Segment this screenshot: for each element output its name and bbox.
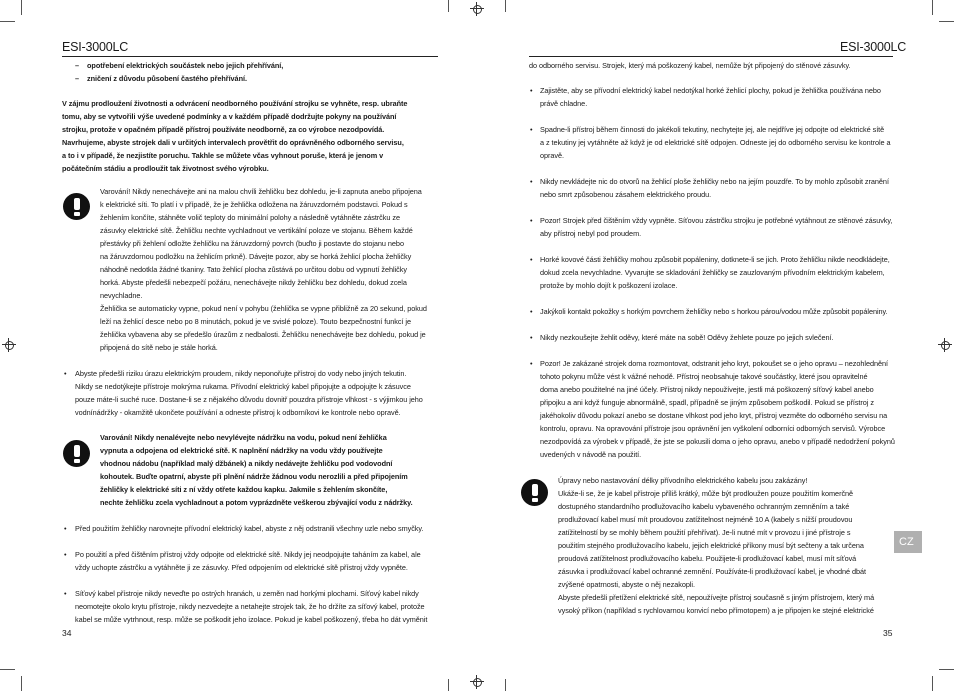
text-line: nezodpovídá za výrobek v případě, že jste se pokusili doma o jeho opravu, anebo v případě nedodržení pokynů xyxy=(540,437,895,446)
model-header: ESI-3000LC xyxy=(840,40,907,54)
crop-mark xyxy=(505,679,506,691)
crop-mark xyxy=(939,21,954,22)
warning-exclamation-icon xyxy=(63,193,90,220)
text-line: zvýšené opatrnosti, abyste o něj nezakopli. xyxy=(558,580,695,589)
crop-mark xyxy=(21,676,22,691)
text-line: opravě. xyxy=(540,151,564,160)
crop-mark xyxy=(21,0,22,15)
bullet: • xyxy=(64,524,67,533)
text-line: Před použitím žehličky narovnejte přívodní elektrický kabel, abyste z něj odstranili všechny uzle nebo smyčky. xyxy=(75,524,424,533)
text-line: Pozor! Strojek před čištěním vždy vypněte. Síťovou zástrčku strojku je potřebné vytáhnout ze stěnové zásuvky, xyxy=(540,216,893,225)
text-line: dostupného standardního prodlužovacího kabelu vybaveného ochranným zemněním a také xyxy=(558,502,850,511)
text-line: Abyste předešli riziku úrazu elektrickým proudem, nikdy neponořujte přístroj do vody nebo jiných tekutin. xyxy=(75,369,407,378)
text-line: proudová zatížitelnost prodlužovacího kabelu. Použijete-li prodlužovací kabel, musí mít síťová xyxy=(558,554,857,563)
text-line: nechte žehličku zcela vychladnout a potom vyprázdněte veškerou zbývající vodu z nádržky. xyxy=(100,498,413,507)
text-line: žehlička vybavena aby se předešlo úrazům z nedbalosti. Žehličku nenechávejte bez dohledu, pokud je xyxy=(100,330,426,339)
registration-mark-icon xyxy=(938,338,952,352)
text-line: Pozor! Je zakázané strojek doma rozmontovat, odstranit jeho kryt, pokoušet se o jeho opravu – nezohlednění xyxy=(540,359,888,368)
registration-mark-icon xyxy=(470,675,484,689)
text-line: doma anebo použitelné na jiné účely. Přístroj nikdy nepoužívejte, jestli má poškozený síťový kabel anebo xyxy=(540,385,874,394)
text-line: protože by mohlo dojít k poškození izolace. xyxy=(540,281,678,290)
text-line: na žáruvzdornou podložku na žehlicím prkně). Dávejte pozor, aby se horká žehlicí plocha žehličky xyxy=(100,252,412,261)
text-line: Horké kovové části žehličky mohou způsobit popáleniny, dotknete-li se jich. Proto žehličku nikde neodkládejte, xyxy=(540,255,890,264)
bullet: • xyxy=(530,359,533,368)
text-line: Varování! Nikdy nenechávejte ani na malou chvíli žehličku bez dohledu, je-li zapnuta anebo připojena xyxy=(100,187,422,196)
bullet: • xyxy=(530,125,533,134)
bullet: • xyxy=(64,550,67,559)
text-line: Nikdy nevkládejte nic do otvorů na žehlicí ploše žehličky nebo na jejím pouzdře. To by mohlo způsobit zranění xyxy=(540,177,889,186)
text-line: Žehlička se automaticky vypne, pokud není v pohybu (žehlička se vypne přibližně za 20 sekund, pokud xyxy=(100,304,427,313)
right-page xyxy=(477,0,954,691)
text-line: Navrhujeme, abyste strojek dali v určitých intervalech provětřit do oprávněného odborného servisu, xyxy=(62,138,404,147)
text-line: Ukáže-li se, že je kabel přístroje příliš krátký, může být prodloužen pouze použitím komerčně xyxy=(558,489,854,498)
text-line: a to i v případě, že nezjistíte poruchu. Takhle se můžete včas vyhnout poruše, která je jenom v xyxy=(62,151,384,160)
text-line: zásuvky elektrické sítě. Žehličku nechte vychladnout ve vertikální poloze ve stojanu. Během každé xyxy=(100,226,413,235)
text-line: Nikdy nezkoušejte žehlit oděvy, které máte na sobě! Oděvy žehlete pouze po jejich svlečení. xyxy=(540,333,834,342)
crop-mark xyxy=(932,676,933,691)
text-line: vodnínádržky - okamžitě ukončete používání a odneste přístroj k odborníkovi ke kontrole nebo opravě. xyxy=(75,408,401,417)
crop-mark xyxy=(939,669,954,670)
model-header: ESI-3000LC xyxy=(62,40,129,54)
text-line: Abyste předešli přetížení elektrické sítě, nepoužívejte přístroj současně s jiným přístrojem, který má xyxy=(558,593,875,602)
text-line: Zajistěte, aby se přívodní elektrický kabel nedotýkal horké žehlicí plochy, pokud je žehlička používána nebo xyxy=(540,86,881,95)
bullet: • xyxy=(64,589,67,598)
header-rule xyxy=(529,56,893,57)
warning-exclamation-icon xyxy=(63,440,90,467)
text-line: připojku a ani když funguje abnormálně, spadl, případně se jiným způsobem poškodil. Pokud se přístroj z xyxy=(540,398,874,407)
text-line: žehlením končíte, stáhněte volič teploty do minimální polohy a následně vytáhněte zástrčku ze xyxy=(100,213,400,222)
text-line: vypnuta a odpojena od elektrické sítě. K naplnění nádržky na vodu vždy používejte xyxy=(100,446,383,455)
text-line: pouze máte-li suché ruce. Dostane-li se z nějakého důvodu dovnitř pouzdra přístroje vlhkost - s výjimkou jeho xyxy=(75,395,423,404)
crop-mark xyxy=(448,679,449,691)
bullet: • xyxy=(530,86,533,95)
dash-bullet: – xyxy=(75,74,80,83)
bullet: • xyxy=(530,307,533,316)
text-line: horká. Abyste předešli nebezpečí požáru, nenechávejte nikdy žehličku bez dohledu, dokud zcela xyxy=(100,278,407,287)
text-line: kontrolu, opravu. Na opravování přístroje jsou oprávnění jen vyškolení odborníci odborných servisů. Výrobce xyxy=(540,424,886,433)
text-line: použitím stejného prodlužovacího kabelu, jejich elektrické příkony musí být sečteny a tak určena xyxy=(558,541,864,550)
dash-item: zničení z důvodu působení častého přehřívání. xyxy=(87,74,247,83)
text-line: uvedených v návodě na použití. xyxy=(540,450,642,459)
text-line: připojená do sítě nebo je stále horká. xyxy=(100,343,218,352)
text-line: náhodně nedotkla žádné tkaniny. Tato žehlicí plocha zůstává po určitou dobu od vypnutí žehličky xyxy=(100,265,407,274)
text-line: vhodnou nádobu (například malý džbánek) a nikdy nedávejte žehličku pod vodovodní xyxy=(100,459,393,468)
text-line: právě chladne. xyxy=(540,99,588,108)
text-line: Jakýkoli kontakt pokožky s horkým povrchem žehličky nebo s horkou párou/vodou může způsobit popáleniny. xyxy=(540,307,888,316)
text-line: nebo smrt způsobenou zásahem elektrického proudu. xyxy=(540,190,712,199)
text-line: kohoutek. Buďte opatrní, abyste při plnění nádrže žádnou vodu nerozlili a před připojením xyxy=(100,472,408,481)
text-line: strojku, protože v opačném případě přístroj používáte neodborně, za co výrobce nezodpovídá. xyxy=(62,125,385,134)
text-line: tomu, aby se vytvořili výše uvedené podmínky a v každém případě dodržujte pokyny na používání xyxy=(62,112,397,121)
header-rule xyxy=(62,56,438,57)
crop-mark xyxy=(505,0,506,12)
text-line: Síťový kabel přístroje nikdy neveďte po ostrých hranách, u zeměn nad horkými plochami. Síťový kabel nikdy xyxy=(75,589,419,598)
crop-mark xyxy=(932,0,933,15)
text-line: tohoto pokynu může vést k vážné nehodě. Přístroj neobsahuje takové součástky, které jsou opravitelné xyxy=(540,372,868,381)
text-line: zásuvka i prodlužovací kabel ochranné zemnění. Používáte-li prodlužovací kabel, je vhodné dbát xyxy=(558,567,867,576)
text-line: zatížitelností by se mohly během použití přehřívat). Je-li nutné mít v provozu i jiné přístroje s xyxy=(558,528,851,537)
text-line: Úpravy nebo nastavování délky přívodního elektrického kabelu jsou zakázány! xyxy=(558,476,808,485)
text-line: vysoký příkon (například s rychlovarnou konvicí nebo přímotopem) a je připojen ke stejné elektrické xyxy=(558,606,874,615)
page-number: 34 xyxy=(62,628,72,638)
text-line: a z tekutiny jej vytáhněte až když je od elektrické sítě odpojen. Odneste jej do odborného servisu ke kontrole a xyxy=(540,138,891,147)
bullet: • xyxy=(64,369,67,378)
warning-exclamation-icon xyxy=(521,479,548,506)
text-line: Varování! Nikdy nenalévejte nebo nevylévejte nádržku na vodu, pokud není žehlička xyxy=(100,433,387,442)
text-line: Spadne-li přístroj během činnosti do jakékoli tekutiny, nechytejte jej, ale nejdříve jej odpojte od elektrické sítě xyxy=(540,125,885,134)
language-tab: CZ xyxy=(894,531,922,553)
page-number: 35 xyxy=(883,628,893,638)
text-line: kabel se může vytrhnout, resp. může se poškodit jeho izolace. Pokud je kabel poškozený, třeba ho dát vyměnit xyxy=(75,615,428,624)
crop-mark xyxy=(0,21,15,22)
text-line: Po použití a před čištěním přístroj vždy odpojte od elektrické sítě. Nikdy jej neodpojujte taháním za kabel, ale xyxy=(75,550,421,559)
text-line: aby přístroj nebyl pod proudem. xyxy=(540,229,642,238)
registration-mark-icon xyxy=(2,338,16,352)
text-line: přestávky při žehlení odložte žehličku na žáruvzdorný povrch (buďto ji postavte do stojanu nebo xyxy=(100,239,404,248)
text-line: Nikdy se nedotýkejte přístroje mokrýma rukama. Přívodní elektrický kabel připojujte a odpojujte k zásuvce xyxy=(75,382,411,391)
dash-item: opotřebení elektrických součástek nebo jejich přehřívání, xyxy=(87,61,284,70)
text-line: počátečním stádiu a prodloužit tak životnost svého výrobku. xyxy=(62,164,269,173)
text-line: leží na žehlicí desce nebo po 8 minutách, pokud je ve svislé poloze). Touto bezpečnostní funkcí je xyxy=(100,317,411,326)
crop-mark xyxy=(0,669,15,670)
text-line: neomotejte okolo krytu přístroje, nikdy nezvedejte a netahejte strojek tak, že ho držíte za síťový kabel, protože xyxy=(75,602,425,611)
text-line: prodlužovací kabel musí mít proudovou zatížitelnost nejméně 10 A (kabely s nižší proudovou xyxy=(558,515,853,524)
crop-mark xyxy=(448,0,449,12)
text-line: žehličky k elektrické síti z ní vždy otřete každou kapku. Jakmile s žehlením skončíte, xyxy=(100,485,388,494)
bullet: • xyxy=(530,177,533,186)
text-line: vždy uchopte zástrčku a vytáhněte ji ze zásuvky. Před odpojením od elektrické sítě přístroj vždy vypněte. xyxy=(75,563,408,572)
text-line: nevychladne. xyxy=(100,291,143,300)
bullet: • xyxy=(530,255,533,264)
bullet: • xyxy=(530,216,533,225)
text-line: jakéhokoliv důvodu pokazí anebo se dostane vlhkost pod jeho kryt, přístroj vezměte do odborného servisu na xyxy=(540,411,888,420)
bullet: • xyxy=(530,333,533,342)
dash-bullet: – xyxy=(75,61,80,70)
text-line: dokud zcela nevychladne. Vyvarujte se skladování žehličky se zauzlovaným přívodním elektrickým kabelem, xyxy=(540,268,885,277)
continuation-text: do odborného servisu. Strojek, který má poškozený kabel, nemůže být připojený do stěnové zásuvky. xyxy=(529,61,851,70)
registration-mark-icon xyxy=(470,2,484,16)
text-line: k elektrické síti. To platí i v případě, že je žehlička odložena na žáruvzdorném podstavci. Pokud s xyxy=(100,200,408,209)
text-line: V zájmu prodloužení životnosti a odvrácení neodborného používání strojku se vyhněte, resp. ubraňte xyxy=(62,99,408,108)
